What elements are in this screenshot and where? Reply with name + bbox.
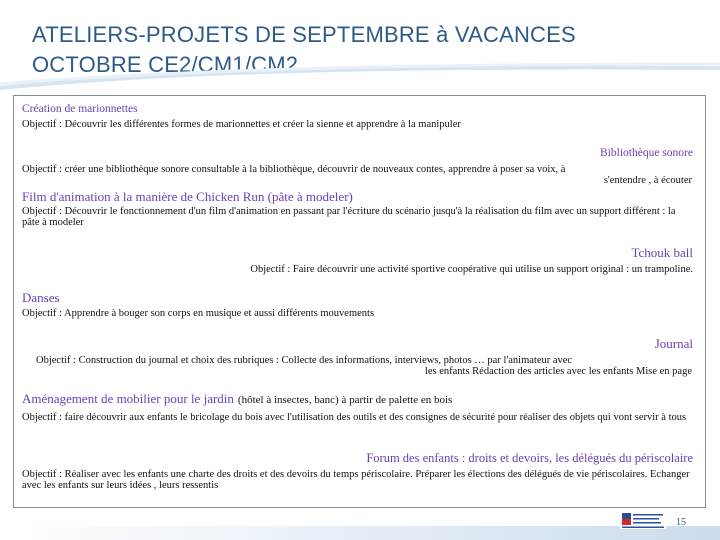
project-heading-bibliotheque-sonore: Bibliothèque sonore xyxy=(600,147,693,159)
project-objective-film-animation: Objectif : Découvrir le fonctionnement d'un film d'animation en passant par l'écriture du scénario jusqu'à la réalisation du film avec un support différent : la pâte à modeler xyxy=(22,206,676,228)
heading-main: Aménagement de mobilier pour le jardin xyxy=(22,391,234,406)
slide-title-line-1: ATELIERS-PROJETS DE SEPTEMBRE à VACANCES xyxy=(32,22,576,47)
projects-content-box xyxy=(13,95,706,508)
project-heading-danses: Danses xyxy=(22,290,60,305)
objective-line-2: les enfants Rédaction des articles avec les enfants Mise en page xyxy=(424,366,692,377)
footer-bar xyxy=(0,526,720,540)
objective-line-1: Objectif : créer une bibliothèque sonore consultable à la bibliothèque, découvrir de nouveaux contes, apprendre à poser sa voix, à xyxy=(22,164,566,175)
objective-line-1: Objectif : Construction du journal et choix des rubriques : Collecte des informations, interviews, photos … par l'animateur avec xyxy=(36,355,573,366)
project-objective-journal xyxy=(36,355,692,377)
title-swoosh-decoration xyxy=(0,62,720,92)
project-heading-marionnettes: Création de marionnettes xyxy=(22,103,138,115)
project-heading-journal: Journal xyxy=(654,336,693,351)
slide-title-line-2: OCTOBRE CE2/CM1/CM2 xyxy=(32,52,299,77)
objective-line-2: s'entendre , à écouter xyxy=(603,175,692,186)
project-heading-film-animation: Film d'animation à la manière de Chicken Run (pâte à modeler) xyxy=(22,189,353,204)
project-heading-tchouk-ball: Tchouk ball xyxy=(631,245,693,260)
project-objective-bibliotheque-sonore xyxy=(22,164,692,186)
institution-logo xyxy=(620,511,666,529)
project-heading-amenagement-jardin xyxy=(22,390,452,408)
heading-paren: (hôtel à insectes, banc) à partir de palette en bois xyxy=(237,394,453,406)
project-objective-danses: Objectif : Apprendre à bouger son corps en musique et aussi différents mouvements xyxy=(22,308,375,319)
project-heading-forum-enfants: Forum des enfants : droits et devoirs, les délégués du périscolaire xyxy=(366,451,693,465)
project-objective-forum-enfants: Objectif : Réaliser avec les enfants une charte des droits et des devoirs du temps périscolaire. Préparer les élections des délégués de vie périscolaires. Echanger avec les enfants sur leurs idées , leurs ressentis xyxy=(22,469,690,491)
project-objective-tchouk-ball: Objectif : Faire découvrir une activité sportive coopérative qui utilise un support original : un trampoline. xyxy=(250,264,693,275)
page-number: 15 xyxy=(676,517,686,528)
project-objective-marionnettes: Objectif : Découvrir les différentes formes de marionnettes et créer la sienne et apprendre à la manipuler xyxy=(22,119,461,130)
project-objective-amenagement-jardin: Objectif : faire découvrir aux enfants le bricolage du bois avec l'utilisation des outils et des consignes de sécurité pour réaliser des objets qui vont servir à tous xyxy=(22,412,687,423)
